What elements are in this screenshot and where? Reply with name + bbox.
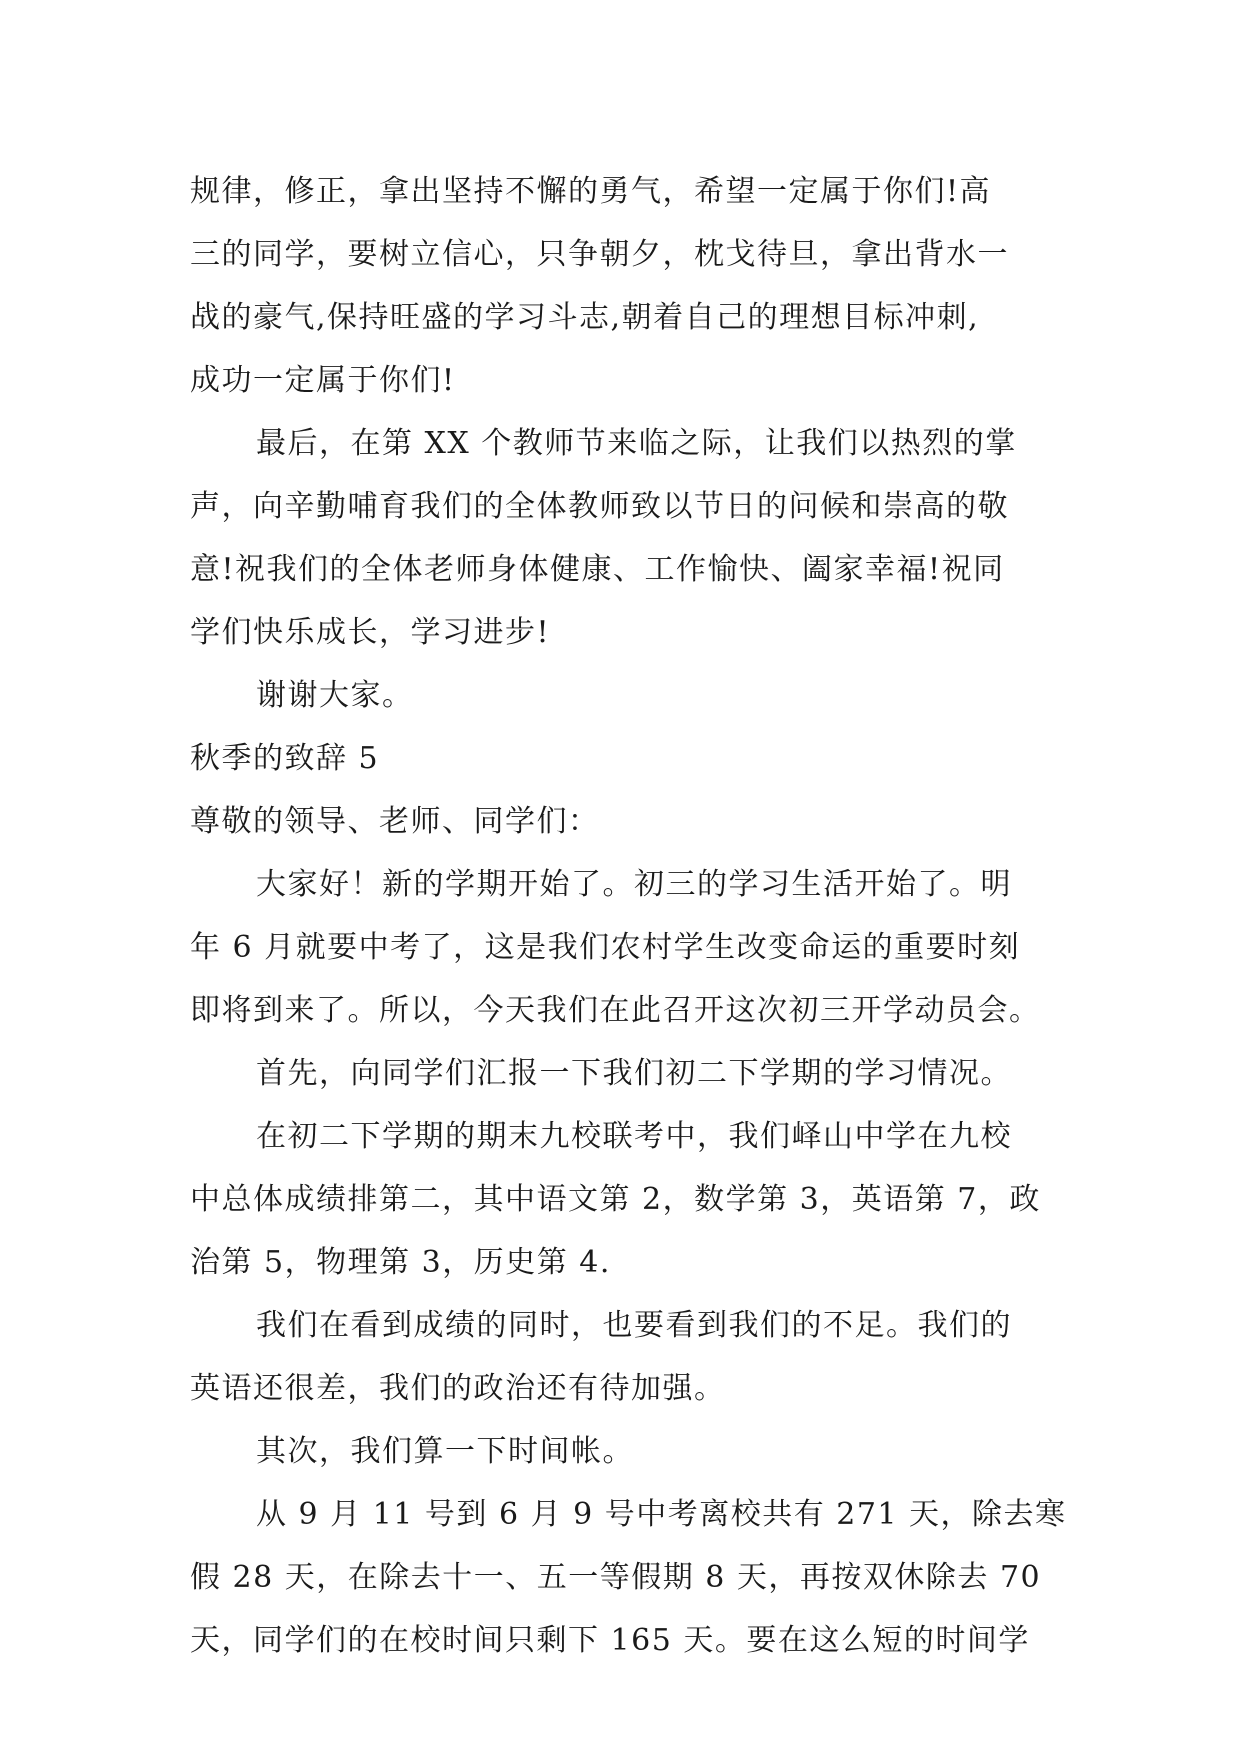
text-line: 谢谢大家。 [256,678,414,713]
text-line: 即将到来了。所以，今天我们在此召开这次初三开学动员会。 [190,993,1041,1028]
text-line: 天，同学们的在校时间只剩下 165 天。要在这么短的时间学 [190,1623,1030,1658]
text-line: 规律，修正，拿出坚持不懈的勇气，希望一定属于你们!高 [190,174,992,209]
text-line: 首先，向同学们汇报一下我们初二下学期的学习情况。 [256,1056,1012,1091]
text-line: 中总体成绩排第二，其中语文第 2，数学第 3，英语第 7，政 [190,1182,1041,1217]
text-line: 学们快乐成长，学习进步! [190,615,551,650]
text-line: 成功一定属于你们! [190,363,456,398]
text-line: 假 28 天，在除去十一、五一等假期 8 天，再按双休除去 70 [190,1560,1042,1595]
text-line: 在初二下学期的期末九校联考中，我们峄山中学在九校 [256,1119,1012,1154]
text-line: 最后，在第 XX 个教师节来临之际，让我们以热烈的掌 [256,426,1017,461]
salutation: 尊敬的领导、老师、同学们： [190,804,600,839]
text-line: 英语还很差，我们的政治还有待加强。 [190,1371,726,1406]
text-line: 年 6 月就要中考了，这是我们农村学生改变命运的重要时刻 [190,930,1021,965]
section-heading: 秋季的致辞 5 [190,741,380,776]
text-line: 战的豪气,保持旺盛的学习斗志,朝着自己的理想目标冲刺, [190,300,980,335]
text-line: 我们在看到成绩的同时，也要看到我们的不足。我们的 [256,1308,1012,1343]
text-line: 治第 5，物理第 3，历史第 4. [190,1245,611,1280]
text-line: 大家好！新的学期开始了。初三的学习生活开始了。明 [256,867,1012,902]
text-line: 意!祝我们的全体老师身体健康、工作愉快、阖家幸福!祝同 [190,552,1005,587]
text-line: 三的同学，要树立信心，只争朝夕，枕戈待旦，拿出背水一 [190,237,1009,272]
text-line: 从 9 月 11 号到 6 月 9 号中考离校共有 271 天，除去寒 [256,1497,1067,1532]
text-line: 声，向辛勤哺育我们的全体教师致以节日的问候和崇高的敬 [190,489,1009,524]
text-line: 其次，我们算一下时间帐。 [256,1434,634,1469]
document-body [190,160,1067,1672]
